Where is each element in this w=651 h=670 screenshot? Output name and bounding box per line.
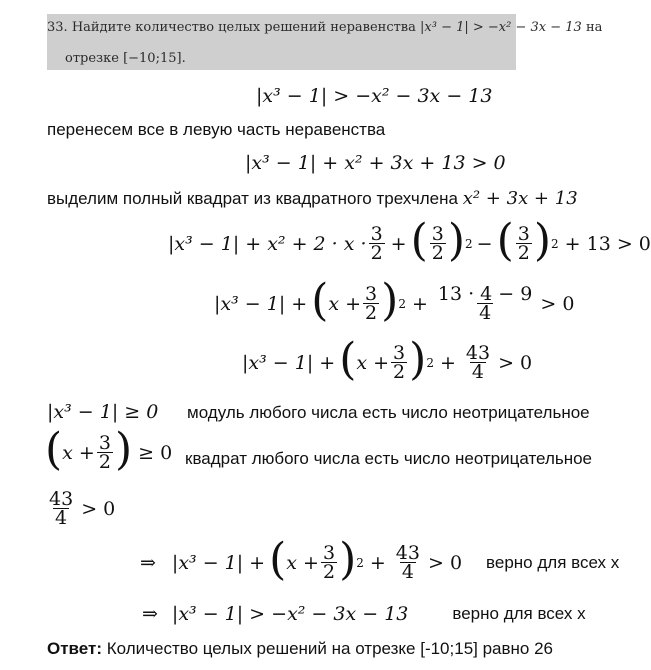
eq-expanded-left: |x³ − 1| + x² + 2 · x ·	[168, 232, 367, 255]
eq-square-form: |x³ − 1| + ( x + $\frac{3}{2}$ ) 2 + $\frac{13 \cdot 4 - 9}{4}$ > 0	[214, 274, 575, 326]
fraction-3-2-squared: $\frac{3}{2}$	[431, 223, 444, 264]
fraction-3-2-squared-2: $\frac{3}{2}$	[517, 223, 530, 264]
eq-square-form-simplified: |x³ − 1| + ( x + $\frac{3}{2}$ ) 2 + $\frac{43}{4}$ > 0	[242, 333, 533, 385]
fraction-positive: $\frac{43}{4}$ > 0	[49, 488, 116, 529]
problem-scan-line-1	[47, 20, 602, 35]
implies-symbol: ⇒	[140, 551, 156, 574]
quadratic-trinomial: x² + 3x + 13	[462, 188, 578, 209]
fraction-3-2-inner-2: $\frac{3}{2}$	[393, 342, 406, 383]
problem-scan-image	[47, 14, 603, 70]
conclusion-line-1: ⇒ |x³ − 1| + ( x + $\frac{3}{2}$ ) 2 + $\frac{43}{4}$ > 0 верно для всех x	[140, 533, 620, 585]
text-complete-square-prefix: выделим полный квадрат из квадратного трехчлена	[47, 189, 458, 208]
gt-zero: > 0	[540, 292, 575, 315]
answer-label: Ответ:	[47, 639, 102, 658]
answer	[47, 639, 553, 659]
abs-nonnegative: |x³ − 1| ≥ 0	[47, 401, 159, 423]
fraction-3-2-conclusion: $\frac{3}{2}$	[322, 542, 336, 583]
fraction-3-2: $\frac{3}{2}$	[370, 223, 383, 264]
eq-expanded: |x³ − 1| + x² + 2 · x · $\frac{3}{2}$ + ( $\frac{3}{2}$ ) 2 − ( $\frac{3}{2}$ ) 2 + 13 > 0	[168, 214, 651, 266]
problem-text: Найдите количество целых решений неравенства	[71, 20, 416, 35]
square-nonnegative: ( x + $\frac{3}{2}$ ) ≥ 0	[45, 423, 173, 475]
problem-number: 33.	[47, 20, 68, 35]
answer-text: Количество целых решений на отрезке [-10;15] равно 26	[106, 639, 554, 658]
text-complete-square	[47, 188, 578, 209]
square-nonnegative-comment: квадрат любого числа есть число неотрицательное	[185, 449, 593, 468]
eq-expanded-tail: + 13 > 0	[564, 232, 651, 255]
abs-nonnegative-comment: модуль любого числа есть число неотрицательное	[187, 403, 590, 422]
fraction-43-4-conclusion: $\frac{43}{4}$	[395, 542, 420, 583]
fraction-3-2-inner: $\frac{3}{2}$	[365, 283, 378, 324]
fraction-43-4-positive: $\frac{43}{4}$	[49, 488, 74, 529]
eq-original: |x³ − 1| > −x² − 3x − 13	[256, 85, 493, 107]
conclusion-line-2: ⇒ |x³ − 1| > −x² − 3x − 13 верно для всех x	[142, 603, 586, 625]
fraction-43-4: $\frac{43}{4}$	[465, 342, 491, 383]
problem-tail: на	[585, 20, 603, 35]
problem-scan-line-2: отрезке [−10;15].	[65, 51, 186, 66]
fraction-13-4-9: $\frac{13 \cdot 4 - 9}{4}$	[437, 283, 533, 324]
eq-square-left: |x³ − 1| +	[214, 292, 308, 315]
problem-inequality: |x³ − 1| > −x² − 3x − 13	[420, 20, 582, 35]
true-for-all-x: верно для всех x	[486, 552, 620, 572]
final-inequality: |x³ − 1| > −x² − 3x − 13	[171, 603, 409, 625]
fraction-3-2-nonneg: $\frac{3}{2}$	[98, 432, 111, 473]
eq-moved: |x³ − 1| + x² + 3x + 13 > 0	[245, 152, 506, 174]
text-move-left: перенесем все в левую часть неравенства	[47, 120, 386, 139]
